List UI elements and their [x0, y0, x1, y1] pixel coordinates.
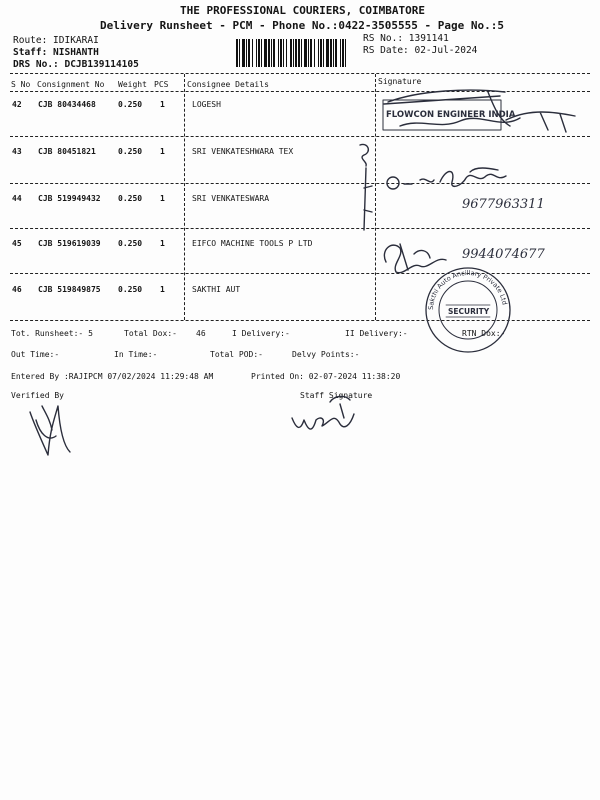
col-header-consignee: Consignee Details: [187, 80, 269, 89]
row-sno: 46: [12, 285, 22, 294]
row-consignment: CJB 519949432: [38, 194, 101, 203]
row44-handwritten-phone: 9677963311: [462, 197, 545, 212]
row-weight: 0.250: [118, 147, 143, 156]
row43-bracket-mark: [360, 144, 372, 230]
col-header-sno: S No: [11, 80, 31, 89]
runsheet-subtitle: Delivery Runsheet - PCM - Phone No.:0422-3505555 - Page No.:5: [100, 19, 504, 32]
row-weight: 0.250: [118, 239, 143, 248]
col-header-pcs: PCS: [154, 80, 169, 89]
i-delivery: I Delivery:-: [232, 329, 290, 338]
drs-number: DRS No.: DCJB139114105: [13, 59, 139, 70]
rs-number: RS No.: 1391141: [363, 33, 449, 44]
row-consignee: SRI VENKATESHWARA TEX: [192, 147, 294, 156]
total-pod: Total POD:-: [210, 350, 263, 359]
staff-label: Staff: NISHANTH: [13, 47, 99, 58]
rs-date: RS Date: 02-Jul-2024: [363, 45, 478, 56]
printed-on: Printed On: 02-07-2024 11:38:20: [251, 372, 401, 381]
verified-by-signature: [30, 406, 70, 455]
row-weight: 0.250: [118, 194, 143, 203]
row-consignment: CJB 80434468: [38, 100, 96, 109]
row-consignee: LOGESH: [192, 100, 221, 109]
verified-by-label: Verified By: [11, 391, 64, 400]
row-sno: 42: [12, 100, 22, 109]
row-consignee: SRI VENKATESWARA: [192, 194, 270, 203]
row-consignee: EIFCO MACHINE TOOLS P LTD: [192, 239, 313, 248]
route-label: Route: IDIKARAI: [13, 35, 99, 46]
rtn-dox: RTN Dox:-: [462, 329, 506, 338]
entered-by: Entered By :RAJIPCM 07/02/2024 11:29:48 AM: [11, 372, 214, 381]
col-header-consignment: Consignment No: [37, 80, 105, 89]
row-weight: 0.250: [118, 100, 143, 109]
row-pcs: 1: [160, 147, 165, 156]
row-sno: 44: [12, 194, 22, 203]
row46-stamp-center-text: SECURITY: [448, 307, 490, 316]
row-pcs: 1: [160, 285, 165, 294]
col-header-signature: Signature: [378, 77, 422, 86]
row-weight: 0.250: [118, 285, 143, 294]
col-header-weight: Weight: [118, 80, 147, 89]
total-runsheet: Tot. Runsheet:- 5: [11, 329, 93, 338]
row-pcs: 1: [160, 239, 165, 248]
out-time: Out Time:-: [11, 350, 60, 359]
row-consignee: SAKTHI AUT: [192, 285, 241, 294]
ii-delivery: II Delivery:-: [345, 329, 408, 338]
total-dox-label: Total Dox:-: [124, 329, 177, 338]
row-pcs: 1: [160, 194, 165, 203]
row46-stamp-ring-path: Sakthi Auto Ancillary Private Ltd: [426, 268, 509, 311]
total-dox-value: 46: [196, 329, 206, 338]
row-consignment: CJB 519849875: [38, 285, 101, 294]
row-sno: 43: [12, 147, 22, 156]
staff-signature-label: Staff Signature: [300, 391, 373, 400]
row45-signature: [384, 244, 446, 273]
delvy-points: Delvy Points:-: [292, 350, 360, 359]
row-sno: 45: [12, 239, 22, 248]
row45-handwritten-phone: 9944074677: [462, 247, 545, 262]
company-title: THE PROFESSIONAL COURIERS, COIMBATORE: [180, 4, 426, 17]
in-time: In Time:-: [114, 350, 158, 359]
row-consignment: CJB 80451821: [38, 147, 96, 156]
row-consignment: CJB 519619039: [38, 239, 101, 248]
staff-signature: [292, 396, 354, 429]
row42-stamp-text: FLOWCON ENGINEER INDIA: [386, 110, 516, 120]
row-pcs: 1: [160, 100, 165, 109]
row44-signature: [387, 168, 506, 189]
